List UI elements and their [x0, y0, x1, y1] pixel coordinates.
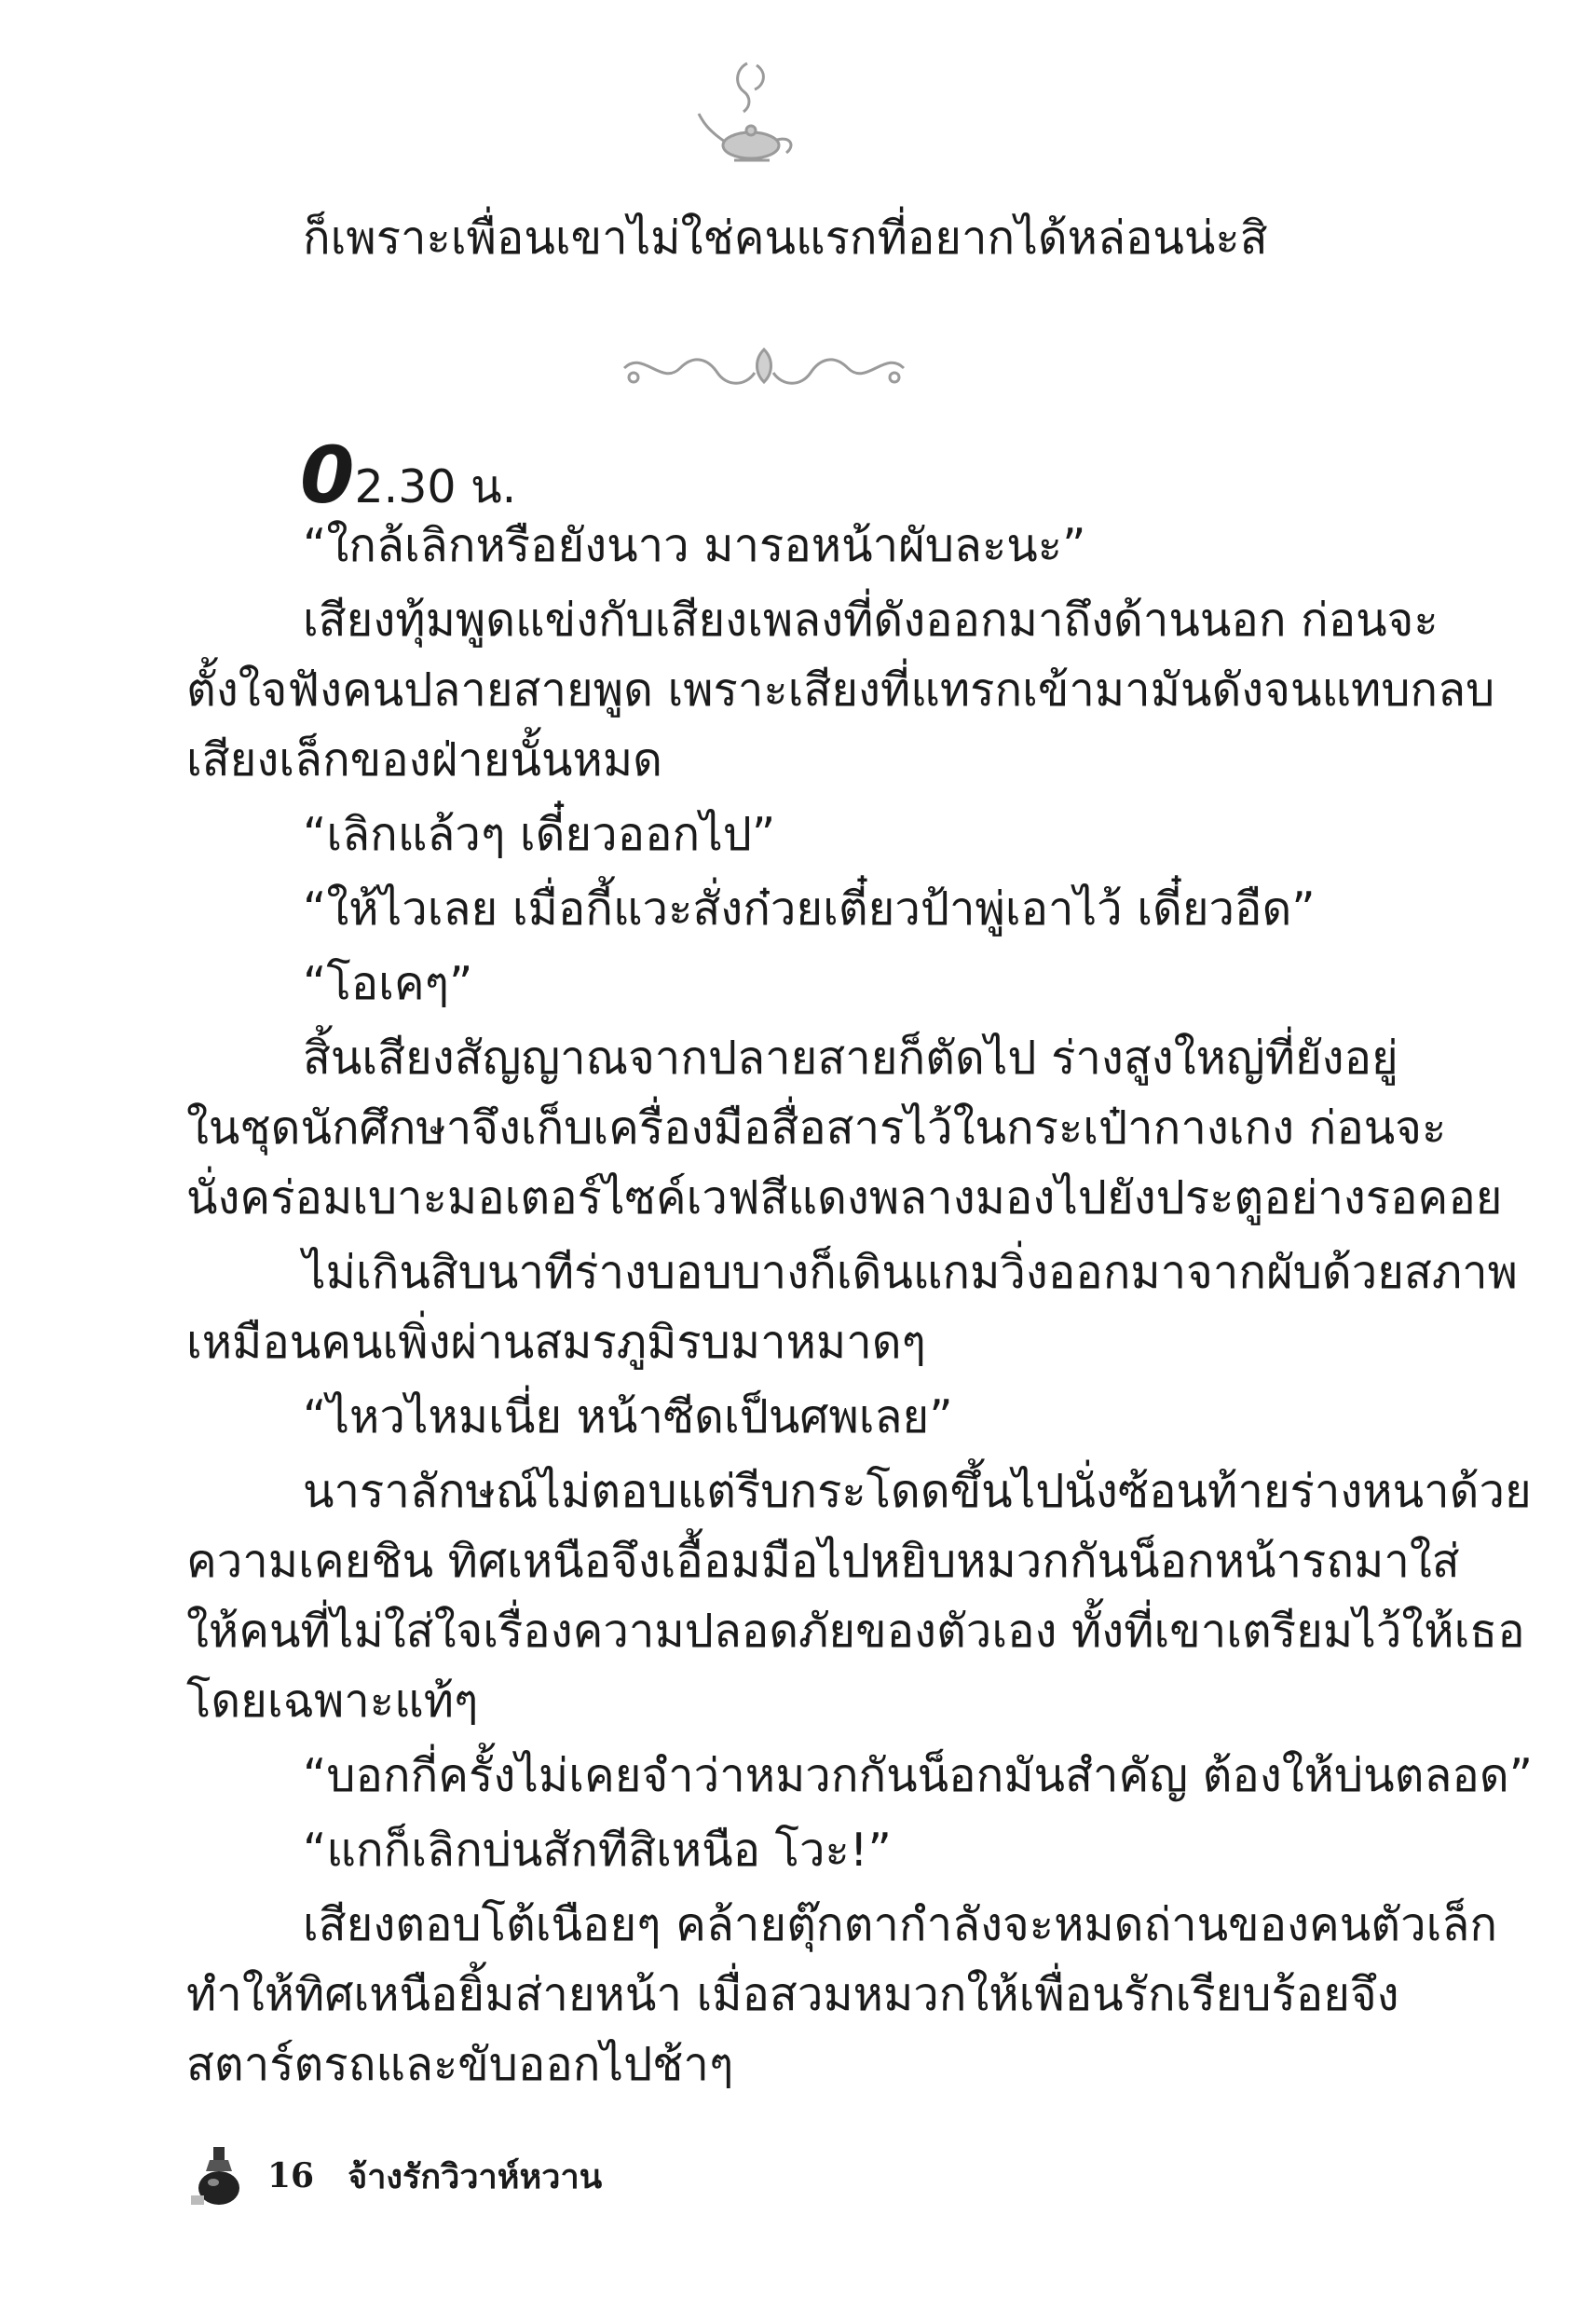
- body-line-13: “ไหวไหมเนี่ย หน้าซีดเป็นศพเลย”: [303, 1390, 953, 1443]
- body-line-19: “แกก็เลิกบ่นสักทีสิเหนือ โวะ!”: [303, 1824, 892, 1877]
- intro-line: ก็เพราะเพื่อนเขาไม่ใช่คนแรกที่อยากได้หล่อนน่ะสิ: [303, 212, 1268, 265]
- body-line-5: “เลิกแล้วๆ เดี๋ยวออกไป”: [303, 808, 776, 861]
- book-title: จ้างรักวิวาห์หวาน: [348, 2156, 603, 2196]
- section-time-heading: [300, 430, 517, 523]
- page-number: 16: [267, 2156, 315, 2195]
- body-line-21: ทำให้ทิศเหนือยิ้มส่ายหน้า เมื่อสวมหมวกให้เพื่อนรักเรียบร้อยจึง: [186, 1968, 1399, 2021]
- body-line-10: นั่งคร่อมเบาะมอเตอร์ไซค์เวฟสีแดงพลางมองไปยังประตูอย่างรอคอย: [186, 1171, 1503, 1224]
- body-line-14: นาราลักษณ์ไม่ตอบแต่รีบกระโดดขึ้นไปนั่งซ้อนท้ายร่างหนาด้วย: [303, 1465, 1532, 1518]
- body-line-3: ตั้งใจฟังคนปลายสายพูด เพราะเสียงที่แทรกเข้ามามันดังจนแทบกลบ: [186, 663, 1495, 717]
- body-line-17: โดยเฉพาะแท้ๆ: [186, 1675, 479, 1728]
- body-line-2: เสียงทุ้มพูดแข่งกับเสียงเพลงที่ดังออกมาถึงด้านนอก ก่อนจะ: [303, 594, 1439, 647]
- body-line-4: เสียงเล็กของฝ่ายนั้นหมด: [186, 733, 662, 786]
- page-footer: [191, 2143, 602, 2208]
- perfume-bottle-icon: [191, 2143, 247, 2208]
- body-line-7: “โอเคๆ”: [303, 957, 473, 1010]
- body-line-8: สิ้นเสียงสัญญาณจากปลายสายก็ตัดไป ร่างสูงใหญ่ที่ยังอยู่: [303, 1032, 1398, 1085]
- time-rest: 2.30 น.: [354, 460, 517, 513]
- body-line-6: “ให้ไวเลย เมื่อกี้แวะสั่งก๋วยเตี๋ยวป้าพู่เอาไว้ เดี๋ยวอืด”: [303, 882, 1316, 936]
- time-lead-digit: 0: [300, 430, 355, 521]
- body-line-22: สตาร์ตรถและขับออกไปช้าๆ: [186, 2038, 734, 2091]
- body-line-15: ความเคยชิน ทิศเหนือจึงเอื้อมมือไปหยิบหมวกกันน็อกหน้ารถมาใส่: [186, 1535, 1460, 1588]
- flourish-divider-icon: [615, 331, 913, 405]
- body-line-1: “ใกล้เลิกหรือยังนาว มารอหน้าผับละนะ”: [303, 519, 1086, 572]
- body-line-18: “บอกกี่ครั้งไม่เคยจำว่าหมวกกันน็อกมันสำคัญ ต้องให้บ่นตลอด”: [303, 1749, 1534, 1802]
- body-line-20: เสียงตอบโต้เนือยๆ คล้ายตุ๊กตากำลังจะหมดถ่านของคนตัวเล็ก: [303, 1898, 1498, 1951]
- teapot-ornament-icon: [689, 56, 811, 177]
- body-line-11: ไม่เกินสิบนาทีร่างบอบบางก็เดินแกมวิ่งออกมาจากผับด้วยสภาพ: [303, 1246, 1518, 1299]
- body-line-16: ให้คนที่ไม่ใส่ใจเรื่องความปลอดภัยของตัวเอง ทั้งที่เขาเตรียมไว้ให้เธอ: [186, 1605, 1525, 1658]
- body-line-12: เหมือนคนเพิ่งผ่านสมรภูมิรบมาหมาดๆ: [186, 1316, 926, 1369]
- body-line-9: ในชุดนักศึกษาจึงเก็บเครื่องมือสื่อสารไว้ในกระเป๋ากางเกง ก่อนจะ: [186, 1101, 1447, 1155]
